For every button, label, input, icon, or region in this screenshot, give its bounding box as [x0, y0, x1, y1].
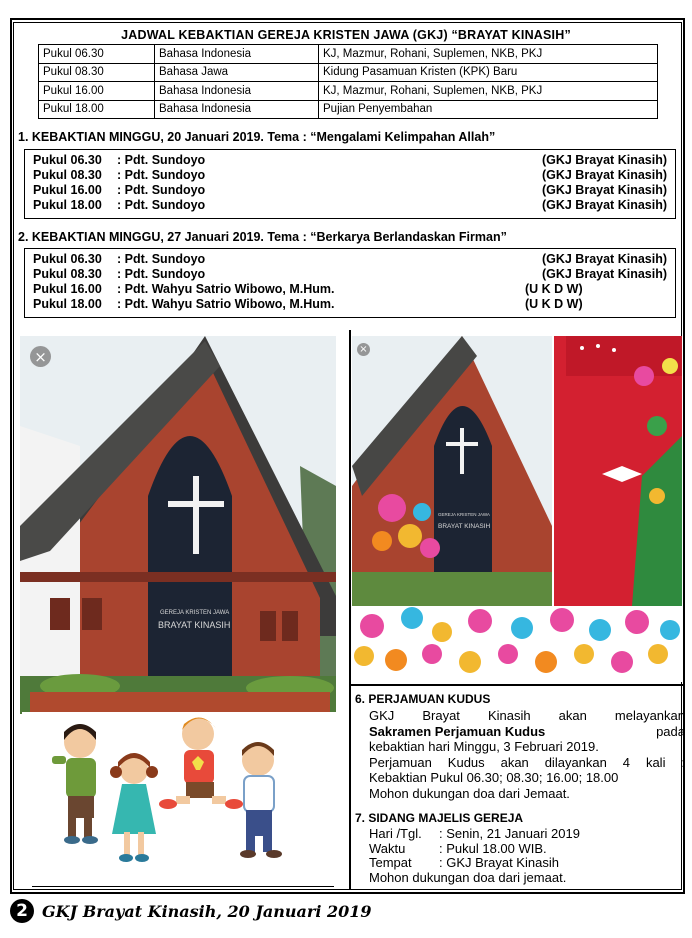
schedule-table	[38, 44, 658, 119]
service-row	[33, 153, 667, 168]
service-place: (U K D W)	[525, 282, 583, 296]
row-divider	[349, 684, 685, 686]
table-row	[39, 45, 658, 64]
place-label: Tempat	[369, 855, 412, 870]
flower-collage	[352, 336, 682, 682]
service-time: Pukul 18.00	[33, 297, 102, 311]
church-sign-line1: GEREJA KRISTEN JAWA	[438, 512, 490, 517]
service-time: Pukul 16.00	[33, 282, 102, 296]
service-place: (GKJ Brayat Kinasih)	[541, 252, 667, 266]
section7-closing: Mohon dukungan doa dari jemaat.	[369, 869, 567, 885]
section6-line4: Perjamuan Kudus akan dilayankan 4 kali :	[369, 754, 685, 770]
service-place: (GKJ Brayat Kinasih)	[541, 183, 667, 197]
service-row	[33, 297, 667, 312]
time-value: : Pukul 18.00 WIB.	[439, 840, 547, 856]
section6-sacrament: Sakramen Perjamuan Kudus	[369, 723, 546, 739]
service-place: (GKJ Brayat Kinasih)	[541, 267, 667, 281]
section6	[355, 692, 685, 801]
church-photo-right	[352, 336, 682, 682]
service2-box	[24, 248, 676, 318]
schedule-time: Pukul 06.30	[39, 45, 155, 64]
church-sign-line1: GEREJA KRISTEN JAWA	[160, 610, 230, 616]
page-title: JADWAL KEBAKTIAN GEREJA KRISTEN JAWA (GKJ) “BRAYAT KINASIH”	[121, 28, 571, 42]
section7-heading: 7. SIDANG MAJELIS GEREJA	[355, 811, 524, 825]
schedule-time: Pukul 18.00	[39, 100, 155, 119]
service-place: (GKJ Brayat Kinasih)	[541, 198, 667, 212]
service-place: (GKJ Brayat Kinasih)	[541, 153, 667, 167]
service-time: Pukul 16.00	[33, 183, 102, 197]
service-row	[33, 282, 667, 297]
church-illustration	[20, 336, 336, 714]
service-time: Pukul 08.30	[33, 168, 102, 182]
kids-illustration	[22, 712, 336, 882]
column-divider	[349, 330, 351, 890]
service-preacher: : Pdt. Sundoyo	[117, 168, 206, 182]
close-icon[interactable]: ×	[357, 343, 370, 356]
schedule-songs: KJ, Mazmur, Rohani, Suplemen, NKB, PKJ	[319, 82, 658, 101]
bottom-rule	[32, 886, 334, 887]
service-place: (GKJ Brayat Kinasih)	[541, 168, 667, 182]
schedule-language: Bahasa Indonesia	[155, 45, 319, 64]
schedule-songs: Pujian Penyembahan	[319, 100, 658, 119]
service-preacher: : Pdt. Sundoyo	[117, 198, 206, 212]
service-preacher: : Pdt. Sundoyo	[117, 267, 206, 281]
section1-heading: 1. KEBAKTIAN MINGGU, 20 Januari 2019. Tema : “Mengalami Kelimpahan Allah”	[18, 130, 496, 144]
section7-place	[355, 856, 685, 871]
section6-line2-rest: pada	[656, 723, 685, 739]
service-row	[33, 198, 667, 213]
service-preacher: : Pdt. Sundoyo	[117, 153, 206, 167]
footer	[10, 898, 372, 924]
service-row	[33, 168, 667, 183]
service-time: Pukul 08.30	[33, 267, 102, 281]
day-value: : Senin, 21 Januari 2019	[439, 826, 580, 841]
service-time: Pukul 06.30	[33, 153, 102, 167]
section7-day	[355, 827, 685, 842]
section6-heading: 6. PERJAMUAN KUDUS	[355, 692, 491, 706]
kids-cartoon	[22, 712, 336, 882]
service-preacher: : Pdt. Sundoyo	[117, 183, 206, 197]
close-icon[interactable]: ×	[30, 346, 51, 367]
schedule-language: Bahasa Indonesia	[155, 100, 319, 119]
service-preacher: : Pdt. Sundoyo	[117, 252, 206, 266]
church-photo-left	[20, 336, 336, 714]
table-row	[39, 100, 658, 119]
service-preacher: : Pdt. Wahyu Satrio Wibowo, M.Hum.	[117, 282, 335, 296]
section6-line5: Kebaktian Pukul 06.30; 08.30; 16.00; 18.00	[369, 770, 619, 785]
schedule-language: Bahasa Indonesia	[155, 82, 319, 101]
schedule-songs: Kidung Pasamuan Kristen (KPK) Baru	[319, 63, 658, 82]
schedule-time: Pukul 16.00	[39, 82, 155, 101]
section6-line6: Mohon dukungan doa dari Jemaat.	[369, 785, 570, 801]
service-time: Pukul 18.00	[33, 198, 102, 212]
schedule-songs: KJ, Mazmur, Rohani, Suplemen, NKB, PKJ	[319, 45, 658, 64]
service-row	[33, 183, 667, 198]
service-row	[33, 252, 667, 267]
table-row	[39, 82, 658, 101]
service-row	[33, 267, 667, 282]
schedule-time: Pukul 08.30	[39, 63, 155, 82]
section6-line2	[355, 724, 685, 740]
service-place: (U K D W)	[525, 297, 583, 311]
schedule-language: Bahasa Jawa	[155, 63, 319, 82]
page-number: 2	[10, 899, 34, 923]
section7-time	[355, 842, 685, 857]
church-sign-line2: BRAYAT KINASIH	[438, 523, 491, 530]
section6-line1: GKJ Brayat Kinasih akan melayankan	[369, 708, 685, 723]
section6-line3: kebaktian hari Minggu, 3 Februari 2019.	[369, 739, 599, 754]
footer-text: GKJ Brayat Kinasih, 20 Januari 2019	[42, 901, 372, 921]
church-sign-line2: BRAYAT KINASIH	[158, 620, 231, 630]
day-label: Hari /Tgl.	[369, 826, 422, 841]
place-value: : GKJ Brayat Kinasih	[439, 855, 559, 870]
table-row	[39, 63, 658, 82]
service1-box	[24, 149, 676, 219]
time-label: Waktu	[369, 840, 406, 856]
service-preacher: : Pdt. Wahyu Satrio Wibowo, M.Hum.	[117, 297, 335, 311]
section2-heading: 2. KEBAKTIAN MINGGU, 27 Januari 2019. Tema : “Berkarya Berlandaskan Firman”	[18, 230, 507, 244]
service-time: Pukul 06.30	[33, 252, 102, 266]
section7	[355, 811, 685, 885]
